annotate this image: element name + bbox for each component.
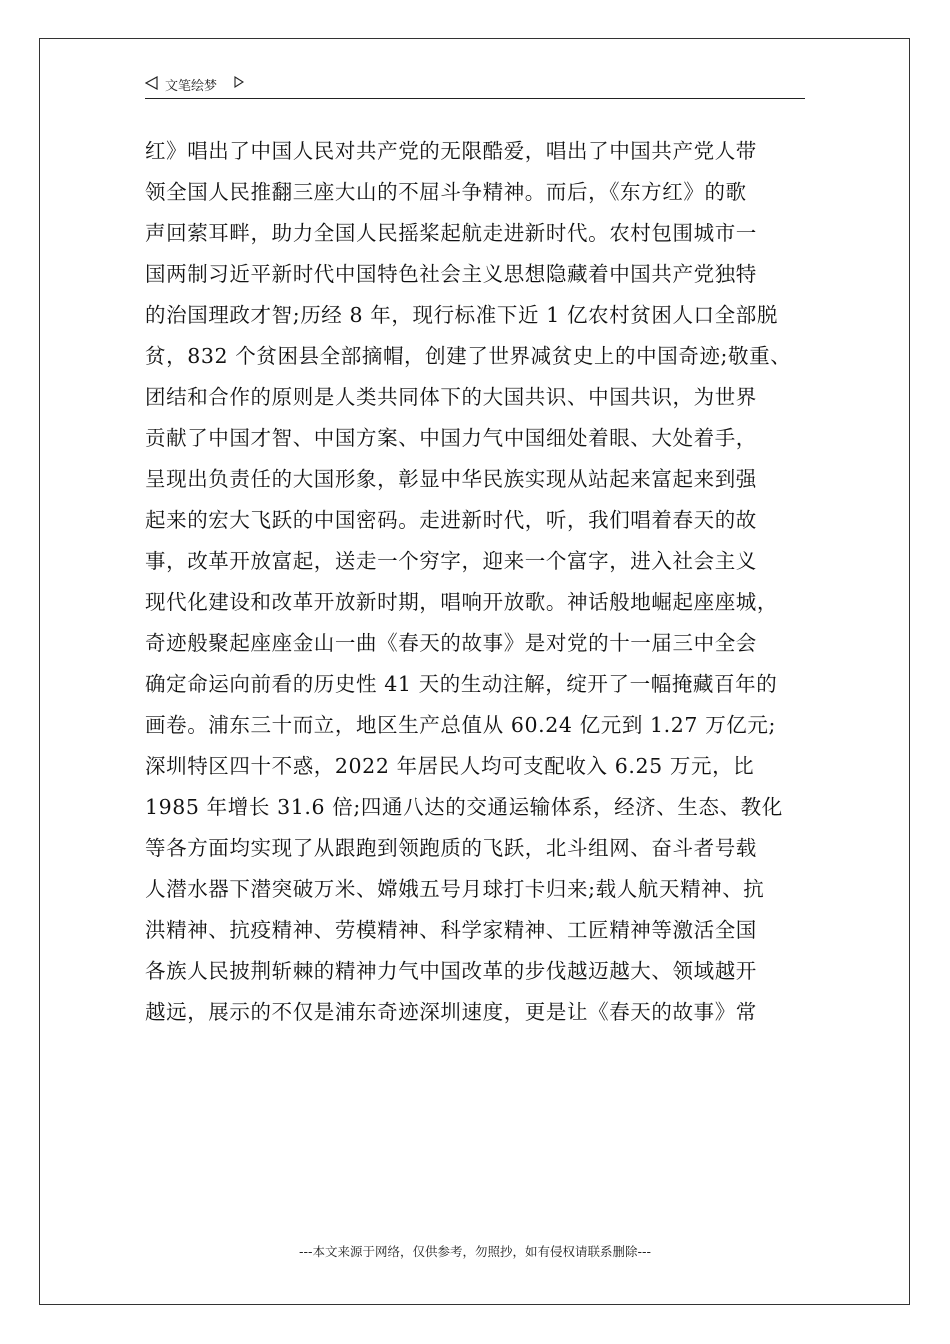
text-line: 的治国理政才智;历经 8 年，现行标准下近 1 亿农村贫困人口全部脱	[145, 303, 778, 327]
footer-disclaimer: ---本文来源于网络，仅供参考，勿照抄，如有侵权请联系删除---	[298, 1244, 652, 1259]
text-line: 各族人民披荆斩棘的精神力气中国改革的步伐越迈越大、领域越开	[145, 959, 757, 983]
text-line: 红》唱出了中国人民对共产党的无限酷爱，唱出了中国共产党人带	[145, 139, 757, 163]
text-line: 1985 年增长 31.6 倍;四通八达的交通运输体系，经济、生态、教化	[145, 795, 783, 819]
text-line: 等各方面均实现了从跟跑到领跑质的飞跃，北斗组网、奋斗者号载	[145, 836, 757, 860]
text-line: 越远，展示的不仅是浦东奇迹深圳速度，更是让《春天的故事》常	[145, 1000, 757, 1024]
text-line: 现代化建设和改革开放新时期，唱响开放歌。神话般地崛起座座城，	[145, 590, 778, 614]
text-line: 贫，832 个贫困县全部摘帽，创建了世界减贫史上的中国奇迹;敬重、	[145, 344, 792, 368]
page-header	[145, 72, 805, 99]
text-line: 贡献了中国才智、中国方案、中国力气中国细处着眼、大处着手，	[145, 426, 757, 450]
document-body	[145, 131, 817, 1033]
text-line: 声回萦耳畔，助力全国人民摇桨起航走进新时代。农村包围城市一	[145, 221, 757, 245]
text-line: 起来的宏大飞跃的中国密码。走进新时代，听，我们唱着春天的故	[145, 508, 757, 532]
text-line: 人潜水器下潜突破万米、嫦娥五号月球打卡归来;载人航天精神、抗	[145, 877, 765, 901]
text-line: 领全国人民推翻三座大山的不屈斗争精神。而后，《东方红》的歌	[145, 180, 747, 204]
text-line: 团结和合作的原则是人类共同体下的大国共识、中国共识，为世界	[145, 385, 757, 409]
text-line: 深圳特区四十不惑，2022 年居民人均可支配收入 6.25 万元，比	[145, 754, 755, 778]
text-line: 确定命运向前看的历史性 41 天的生动注解，绽开了一幅掩藏百年的	[145, 672, 778, 696]
text-line: 洪精神、抗疫精神、劳模精神、科学家精神、工匠精神等激活全国	[145, 918, 757, 942]
text-line: 国两制习近平新时代中国特色社会主义思想隐藏着中国共产党独特	[145, 262, 757, 286]
text-line: 事，改革开放富起，送走一个穷字，迎来一个富字，进入社会主义	[145, 549, 757, 573]
header-label: 文笔绘梦	[165, 79, 218, 94]
text-line: 奇迹般聚起座座金山一曲《春天的故事》是对党的十一届三中全会	[145, 631, 757, 655]
triangle-right-icon	[234, 76, 244, 92]
text-line: 画卷。浦东三十而立，地区生产总值从 60.24 亿元到 1.27 万亿元;	[145, 713, 777, 737]
text-line: 呈现出负责任的大国形象，彰显中华民族实现从站起来富起来到强	[145, 467, 757, 491]
